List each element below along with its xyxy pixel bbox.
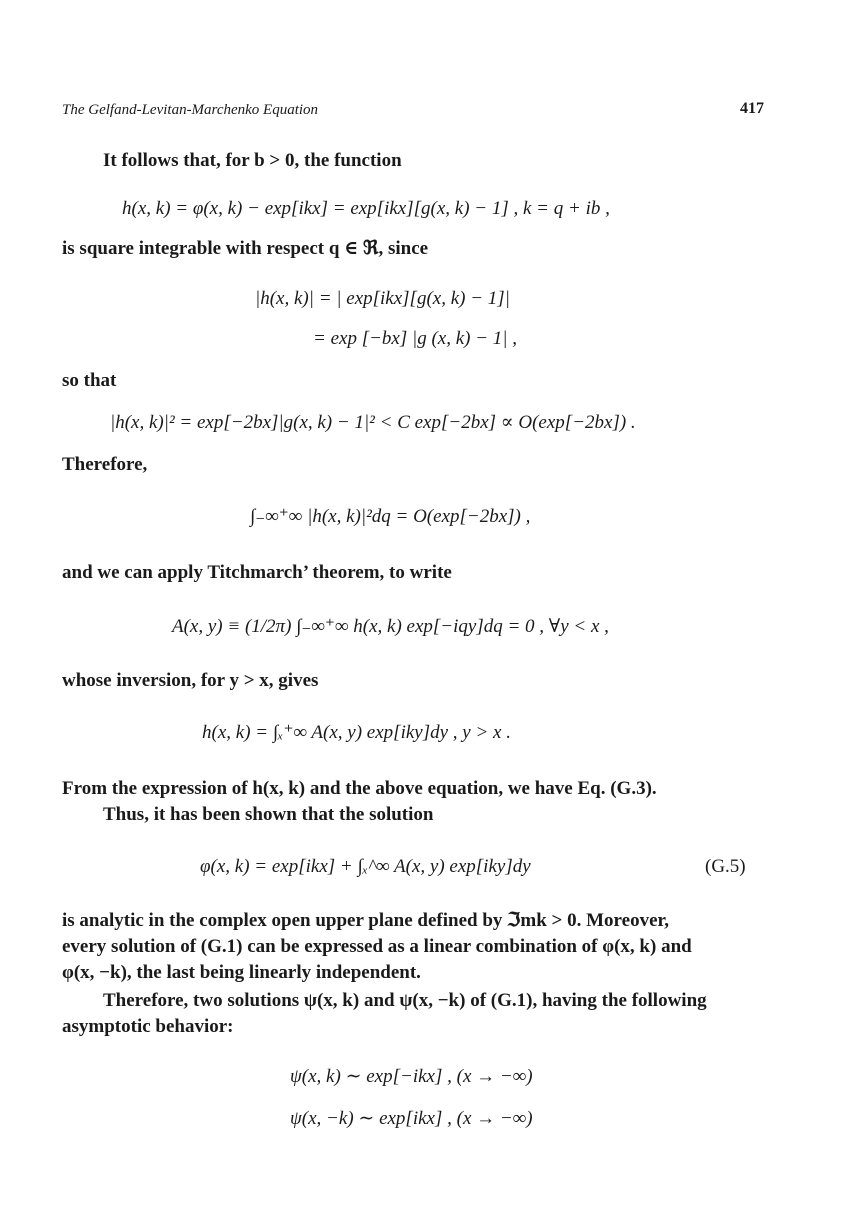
equation-phi-solution: φ(x, k) = exp[ikx] + ∫ₓ^∞ A(x, y) exp[iky]dy — [200, 856, 531, 877]
equation-psi-asymptotic-1: ψ(x, k) ∼ exp[−ikx] , (x → −∞) — [290, 1066, 533, 1087]
paragraph-line: From the expression of h(x, k) and the above equation, we have Eq. (G.3). — [62, 778, 657, 799]
paragraph-line: whose inversion, for y > x, gives — [62, 670, 319, 691]
equation-number: (G.5) — [705, 856, 746, 877]
equation-h-squared-bound: |h(x, k)|² = exp[−2bx]|g(x, k) − 1|² < C exp[−2bx] ∝ O(exp[−2bx]) . — [110, 412, 636, 433]
paragraph-line: every solution of (G.1) can be expressed as a linear combination of φ(x, k) and — [62, 936, 692, 957]
paragraph-line: so that — [62, 370, 117, 391]
equation-h-definition: h(x, k) = φ(x, k) − exp[ikx] = exp[ikx][g(x, k) − 1] , k = q + ib , — [122, 198, 610, 219]
paragraph-line: is analytic in the complex open upper plane defined by ℑmk > 0. Moreover, — [62, 910, 669, 931]
paragraph-line: Therefore, — [62, 454, 148, 475]
equation-integral-h-squared: ∫₋∞⁺∞ |h(x, k)|²dq = O(exp[−2bx]) , — [250, 506, 531, 527]
paragraph-line: Thus, it has been shown that the solution — [103, 804, 434, 825]
paragraph-line: asymptotic behavior: — [62, 1016, 234, 1037]
page-number: 417 — [740, 100, 764, 117]
running-head: The Gelfand-Levitan-Marchenko Equation — [62, 102, 319, 118]
paragraph-line: is square integrable with respect q ∈ ℜ, since — [62, 238, 429, 259]
equation-psi-asymptotic-2: ψ(x, −k) ∼ exp[ikx] , (x → −∞) — [290, 1108, 533, 1129]
equation-A-definition: A(x, y) ≡ (1/2π) ∫₋∞⁺∞ h(x, k) exp[−iqy]dq = 0 , ∀y < x , — [172, 616, 609, 637]
equation-abs-h-1: |h(x, k)| = | exp[ikx][g(x, k) − 1]| — [255, 288, 510, 309]
paragraph-line: Therefore, two solutions ψ(x, k) and ψ(x, −k) of (G.1), having the following — [103, 990, 707, 1011]
equation-h-inversion: h(x, k) = ∫ₓ⁺∞ A(x, y) exp[iky]dy , y > x . — [202, 722, 511, 743]
paragraph-line: φ(x, −k), the last being linearly independent. — [62, 962, 421, 983]
paragraph-line: and we can apply Titchmarch’ theorem, to write — [62, 562, 452, 583]
equation-abs-h-2: = exp [−bx] |g (x, k) − 1| , — [313, 328, 518, 349]
paragraph-line: It follows that, for b > 0, the function — [103, 150, 402, 171]
